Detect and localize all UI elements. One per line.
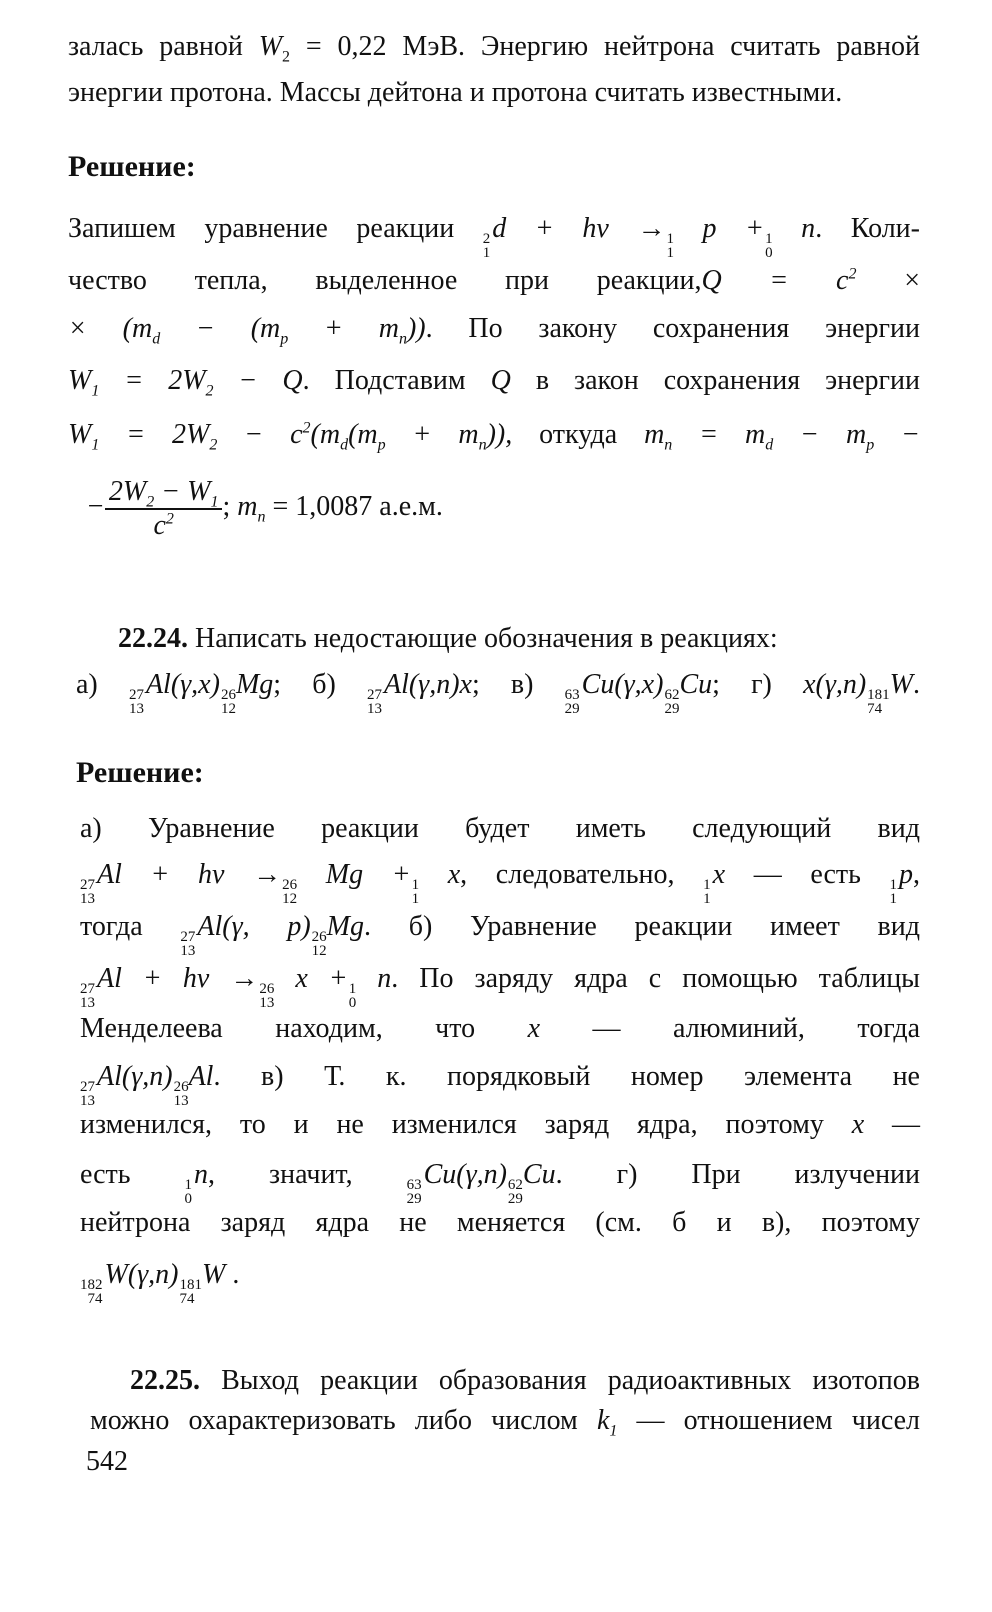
problem-statement: 22.25. Выход реакции образования радиоактивных изотопов	[130, 1365, 920, 1396]
problem-statement: 22.24. Написать недостающие обозначения в реакциях:	[118, 623, 778, 654]
solution-heading: Решение:	[68, 150, 196, 183]
text-line: 27 13 Al + hν → 26 13 x + 1 0 n. По заряду ядра с помощью таблицы	[80, 963, 920, 1011]
fraction: $\frac{2W_2 - W_1}{c^2}$	[105, 476, 223, 542]
text-line: − $\frac{2W_2 - W_1}{c^2}$ ; $m_n = 1,0087$ а.е.м.	[86, 475, 443, 541]
text-line: 182 74 W(γ,n) 181 74 W .	[80, 1259, 240, 1307]
text-line: Менделеева находим, что x — алюминий, тогда	[80, 1013, 920, 1044]
text-line: изменился, то и не изменился заряд ядра, поэтому x —	[80, 1109, 921, 1140]
text-line: можно охарактеризовать либо числом $k_1$ — отношением чисел	[90, 1405, 921, 1440]
text-line: залась равной $W_2 = 0,22$ МэВ. Энергию нейтрона считать равной	[68, 31, 921, 66]
text-line: × $(m_d - (m_p + m_n))$. По закону сохранения энергии	[68, 313, 920, 348]
text-line: $W_1 = 2W_2 - c^2(m_d(m_p + m_n))$, откуда $m_n = m_d - m_p$ −	[68, 419, 921, 454]
text-line: нейтрона заряд ядра не меняется (см. б и в), поэтому	[80, 1207, 920, 1238]
reaction-list: а) 27 13 Al(γ,x) 26 12 Mg; б) 27 13 Al(γ,n)x; в) 63 29 Cu(γ,x) 62 29 Cu; г) x(γ,n) 181 74 W.	[76, 669, 920, 717]
page-number: 542	[86, 1446, 128, 1477]
solution-heading: Решение:	[76, 756, 204, 789]
text-line: 27 13 Al(γ,n) 26 13 Al. в) Т. к. порядковый номер элемента не	[80, 1061, 920, 1109]
text-line: есть 1 0 n, значит, 63 29 Cu(γ,n) 62 29 Cu. г) При излучении	[80, 1159, 921, 1207]
text-line: тогда 27 13 Al(γ, p) 26 12 Mg. б) Уравнение реакции имеет вид	[80, 911, 921, 959]
text-line: 27 13 Al + hν → 26 12 Mg + 1 1 x, следовательно, 1 1 x — есть 1 1 p,	[80, 859, 921, 907]
text-line: а) Уравнение реакции будет иметь следующий вид	[80, 813, 920, 844]
text-line: чество тепла, выделенное при реакции,Q = $c^2$ ×	[68, 265, 920, 296]
text-line: энергии протона. Массы дейтона и протона считать известными.	[68, 77, 843, 108]
text-line: $W_1 = 2W_2 - Q$. Подставим Q в закон сохранения энергии	[68, 365, 920, 400]
text-line: Запишем уравнение реакции 2 1 d + hν → 1 1 p + 1 0 n. Коли-	[68, 213, 920, 261]
